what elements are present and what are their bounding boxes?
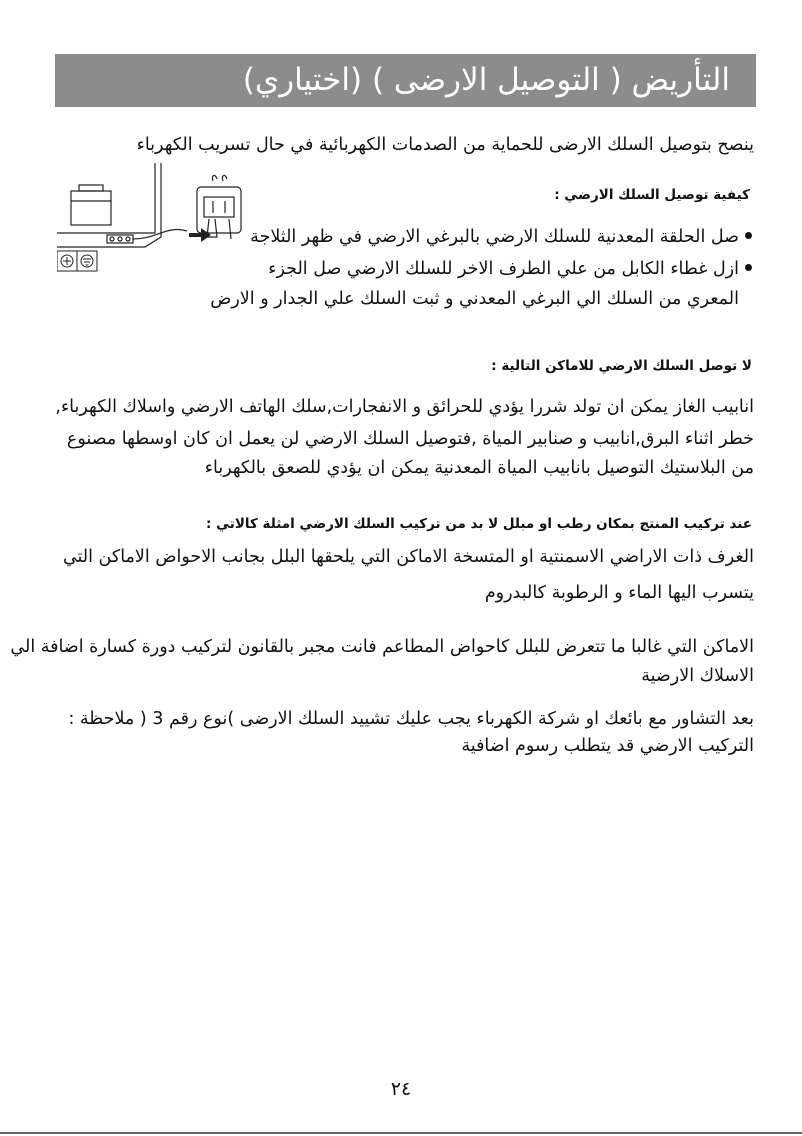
page-number: ٢٤ [390, 1078, 412, 1100]
how-to-bullet-2-continued: المعري من السلك الي البرغي المعدني و ثبت السلك علي الجدار و الارض [210, 289, 739, 309]
bullet-icon [745, 232, 752, 239]
do-not-line-2: خطر اثناء البرق,انابيب و صنابير المياة ,فتوصيل السلك الارضي لن يعمل ان كان اوسطها مصنوع [66, 429, 754, 449]
intro-paragraph: ينصح بتوصيل السلك الارضى للحماية من الصدمات الكهربائية في حال تسريب الكهرباء [136, 135, 754, 155]
ground-symbol-icons [57, 251, 97, 271]
do-not-heading: لا توصل السلك الارضي للاماكن التالية : [491, 358, 752, 374]
bullet-icon [745, 264, 752, 271]
how-to-heading: كيفية توصيل السلك الارضي : [554, 187, 750, 203]
bullet-text: صل الحلقة المعدنية للسلك الارضي بالبرغي الارضي في ظهر الثلاجة [250, 227, 739, 247]
page-title: التأريض ( التوصيل الارضى ) (اختياري) [242, 62, 730, 98]
damp-line-2: يتسرب اليها الماء و الرطوبة كالبدروم [484, 583, 754, 603]
damp-heading: عند تركيب المنتج بمكان رطب او مبلل لا بد من تركيب السلك الارضي امثلة كالاتي : [206, 516, 752, 532]
wet-places-line-2: الاسلاك الارضية [641, 666, 754, 686]
note-line-2: التركيب الارضي قد يتطلب رسوم اضافية [461, 736, 754, 756]
do-not-line-1: انابيب الغاز يمكن ان تولد شررا يؤدي للحرائق و الانفجارات,سلك الهاتف الارضي واسلاك الكهرباء, [55, 397, 754, 417]
note-line-1: بعد التشاور مع بائعك او شركة الكهرباء يجب عليك تشييد السلك الارضى )نوع رقم 3 ( ملاحظة : [68, 709, 754, 729]
how-to-bullet-1 [250, 225, 752, 249]
do-not-line-3: من البلاستيك التوصيل بانابيب المياة المعدنية يمكن ان يؤدي للصعق بالكهرباء [204, 458, 754, 478]
grounding-illustration [57, 155, 253, 275]
refrigerator-back [57, 163, 161, 247]
how-to-bullet-2 [268, 257, 752, 281]
bullet-text: ازل غطاء الكابل من علي الطرف الاخر للسلك الارضي صل الجزء [268, 259, 739, 279]
wet-places-line-1: الاماكن التي غالبا ما تتعرض للبلل كاحواض المطاعم فانت مجبر بالقانون لتركيب دورة كسارة اضافة الي [10, 637, 754, 657]
wall-outlet [197, 175, 241, 239]
title-bar [55, 54, 756, 107]
bottom-rule [0, 1132, 802, 1134]
damp-line-1: الغرف ذات الاراضي الاسمنتية او المتسخة الاماكن التي يلحقها البلل بجانب الاحواض الاماكن التي [62, 547, 754, 567]
